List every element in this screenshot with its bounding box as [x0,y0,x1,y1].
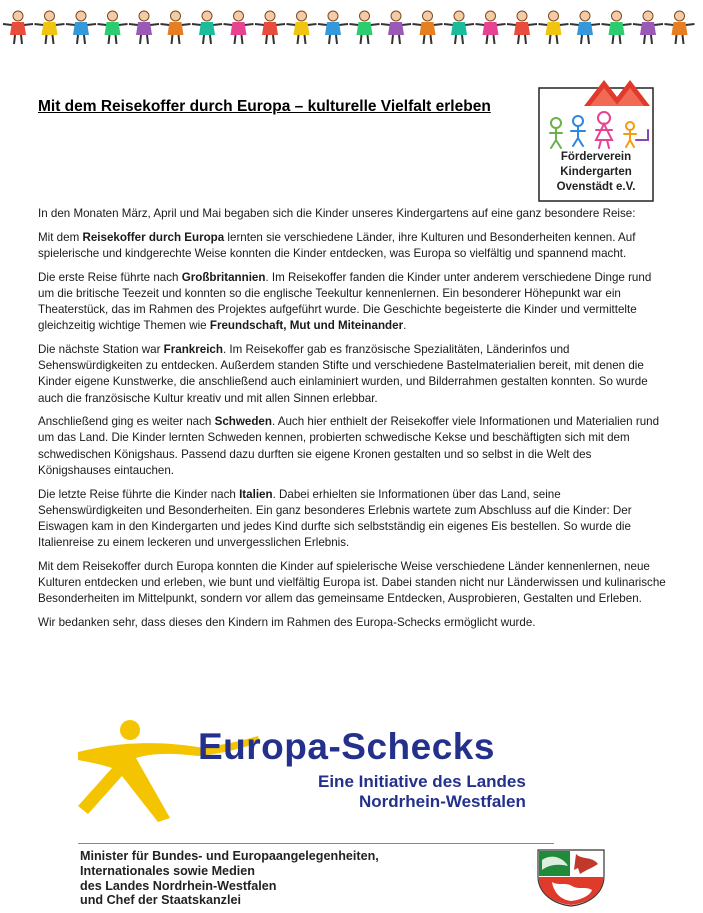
emphasized-text: Großbritannien [181,270,266,284]
child-figure-icon [66,11,96,44]
emphasized-text: Freundschaft, Mut und Miteinander [209,319,404,333]
article-paragraph [38,342,666,407]
child-figure-icon [381,11,411,44]
paragraph-text: . Im Reisekoffer fanden die Kinder unter anderem verschiedene Dinge rund um die britische Teezeit und konnten so die englische Teekultur kennenlernen. Ein besonderer Höhepunkt war ein Theaterstück, das im Rahmen des Projektes aufgeführt wurde. Die Geschichte begeisterte die Kinder und vermittelte gleichzeitig wichtige Themen wie [38,270,652,333]
child-figure-icon [255,11,285,44]
child-figure-icon [350,11,380,44]
paragraph-text: lernten sie verschiedene Länder, ihre Kulturen und Besonderheiten kennen. Auf spielerische und kindgerechte Weise konnten die Kinder entdecken, was Europa so vielfältig und spannend macht. [38,230,636,260]
child-figure-icon [98,11,128,44]
child-figure-icon [539,11,569,44]
child-figure-icon [35,11,65,44]
child-figure-icon [192,11,222,44]
article-paragraph [38,615,666,631]
article-paragraph [38,270,666,335]
child-figure-icon [633,11,663,44]
child-figure-icon [3,11,33,44]
article-paragraph [38,206,666,222]
logo-line: Kindergarten [560,166,632,178]
child-figure-icon [507,11,537,44]
paragraph-text: Die letzte Reise führte die Kinder nach [38,487,240,501]
child-figure-icon [287,11,317,44]
paragraph-text: . Auch hier enthielt der Reisekoffer viele Informationen und Materialien rund um das Land. Die Kinder lernten Schweden kennen, probierten schwedische Kekse und beschäftigten sich mit dem schwedischen Königshaus. Passend dazu durften sie eigene Kronen gestalten und so selbst in die Welt des Königshauses eintauchen. [38,415,660,477]
paragraph-text: . Dabei erhielten sie Informationen über das Land, seine Sehenswürdigkeiten und Besonderheiten. Ein ganz besonderes Erlebnis wartete zum Abschluss auf die Kinder: Der Eiswagen kam in den Kindergarten und jedes Kind durfte sich selbstständig ein eigenes Eis bestellen. So wurde die Italienreise zu einem leckeren und unvergesslichen Erlebnis. [38,487,632,550]
europa-schecks-subtitle [318,772,526,812]
child-figure-icon [318,11,348,44]
ministry-line: Internationales sowie Medien [80,863,255,878]
ministry-line: und Chef der Staatskanzlei [80,893,241,908]
article-body [38,206,666,639]
paragraph-text: Mit dem Reisekoffer durch Europa konnten die Kinder auf spielerische Weise verschiedene Länder kennenlernen, neue Kulturen entdecken und erleben, wie bunt und vielfältig Europa ist. Dabei standen nicht nur Länderwissen und kulinarische Besonderheiten im Mittelpunkt, sondern vor allem das gemeinsame Entdecken, Ausprobieren, Gestalten und Erleben. [38,559,666,606]
europa-schecks-title: Europa-Schecks [198,726,495,767]
child-figure-icon [602,11,632,44]
subtitle-line: Eine Initiative des Landes [318,772,526,791]
page-title: Mit dem Reisekoffer durch Europa – kulturelle Vielfalt erleben [38,98,491,115]
child-figure-icon [129,11,159,44]
emphasized-text: Schweden [214,415,272,429]
paragraph-text: Wir bedanken sehr, dass dieses den Kindern im Rahmen des Europa-Schecks ermöglicht wurde. [38,615,536,629]
logo-line: Ovenstädt e.V. [556,181,636,193]
article-paragraph [38,559,666,608]
logo-text [538,150,654,195]
child-figure-icon [413,11,443,44]
article-paragraph [38,414,666,479]
logo-line: Förderverein [560,151,632,163]
child-figure-icon [444,11,474,44]
child-figure-icon [570,11,600,44]
ministry-line: Minister für Bundes- und Europaangelegenheiten, [80,849,379,863]
article-paragraph [38,230,666,262]
paragraph-text: Die erste Reise führte nach [38,270,182,284]
emphasized-text: Reisekoffer durch Europa [82,230,225,244]
nrw-crest-icon [532,846,610,908]
paragraph-text: In den Monaten März, April und Mai begaben sich die Kinder unseres Kindergartens auf eine ganz besondere Reise: [38,207,636,220]
emphasized-text: Italien [239,487,273,501]
paragraph-text: Mit dem [38,230,83,244]
emphasized-text: Frankreich [163,342,223,356]
child-figure-icon [161,11,191,44]
child-figure-icon [476,11,506,44]
paragraph-text: . Im Reisekoffer gab es französische Spezialitäten, Länderinfos und Sehenswürdigkeiten zu entdecken. Außerdem standen Stifte und verschiedene Bastelmaterialien bereit, mit denen die Kinder eigene Kunstwerke, die anschließend auch einlaminiert wurden, und Bilderrahmen gestalten konnten. So wurde auch die französische Kultur kreativ und mit allen Sinnen erlebbar. [38,342,648,405]
footer-divider [78,843,554,844]
child-figure-icon [224,11,254,44]
ministry-line: des Landes Nordrhein-Westfalen [80,878,277,893]
child-figure-icon [665,11,695,44]
article-paragraph [38,487,666,552]
ministry-text [80,849,379,908]
paragraph-text: Die nächste Station war [38,342,164,356]
paragraph-text: . [403,319,407,333]
paragraph-text: Anschließend ging es weiter nach [38,415,215,429]
kids-border-illustration [0,8,703,48]
subtitle-line: Nordrhein-Westfalen [358,792,526,811]
